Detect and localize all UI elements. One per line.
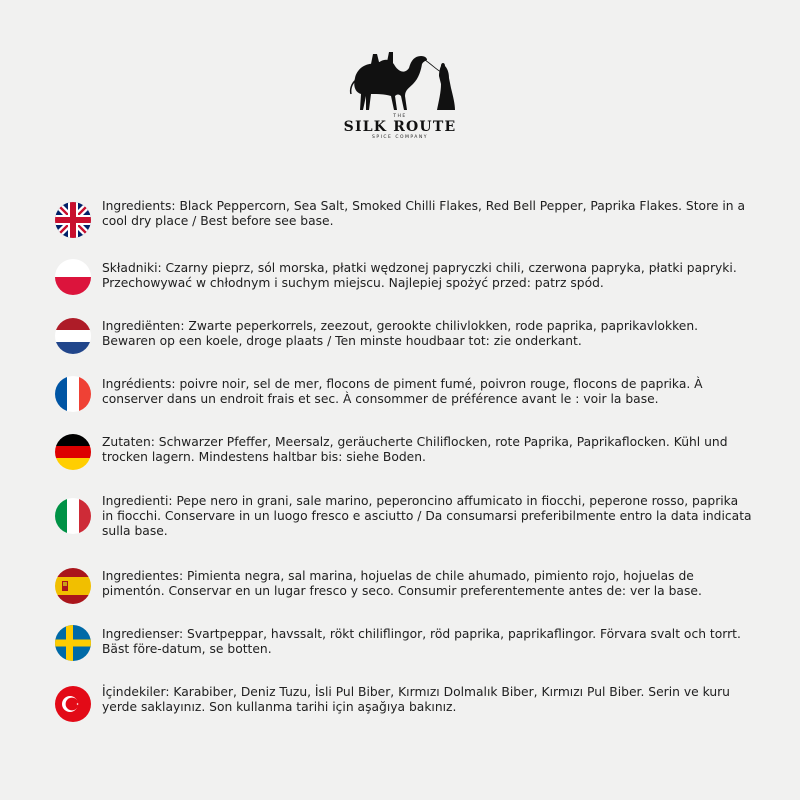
netherlands-flag-icon — [55, 318, 91, 354]
turkey-flag-icon — [55, 686, 91, 722]
ingredients-text-de: Zutaten: Schwarzer Pfeffer, Meersalz, geräucherte Chiliflocken, rote Paprika, Paprikaflocken. Kühl und trocken lagern. Mindestens haltbar bis: siehe Boden. — [102, 435, 728, 465]
ingredients-text-nl: Ingrediënten: Zwarte peperkorrels, zeezout, gerookte chilivlokken, rode paprika, paprikavlokken. Bewaren op een koele, droge plaats / Ten minste houdbaar tot: zie onderkant. — [102, 319, 699, 349]
germany-flag-icon — [55, 434, 91, 470]
france-flag-icon — [55, 376, 91, 412]
poland-flag-icon — [55, 259, 91, 295]
brand-top-small: THE — [393, 114, 407, 119]
ingredients-text-sv: Ingredienser: Svartpeppar, havssalt, rökt chiliflingor, röd paprika, paprikaflingor. Förvara svalt och torrt. Bäst före-datum, se botten. — [102, 627, 741, 657]
brand-sub-small: SPICE COMPANY — [372, 135, 428, 140]
brand-name: SILK ROUTE — [343, 119, 457, 135]
camel-and-traveller-icon — [341, 48, 459, 114]
spain-flag-icon — [55, 568, 91, 604]
brand-logo — [335, 48, 465, 160]
ingredients-text-es: Ingredientes: Pimienta negra, sal marina, hojuelas de chile ahumado, pimiento rojo, hojuelas de pimentón. Conservar en un lugar fresco y seco. Consumir preferentemente antes de: ver la base. — [102, 569, 702, 599]
ingredients-text-tr: İçindekiler: Karabiber, Deniz Tuzu, İsli Pul Biber, Kırmızı Dolmalık Biber, Kırmızı Pul Biber. Serin ve kuru yerde saklayınız. Son kullanma tarihi için aşağıya bakınız. — [102, 685, 730, 715]
ingredients-text-it: Ingredienti: Pepe nero in grani, sale marino, peperoncino affumicato in fiocchi, peperone rosso, paprika in fiocchi. Conservare in un luogo fresco e asciutto / Da consumarsi preferibilmente entro la data indicata sulla base. — [102, 494, 752, 539]
italy-flag-icon — [55, 498, 91, 534]
ingredients-text-fr: Ingrédients: poivre noir, sel de mer, flocons de piment fumé, poivron rouge, flocons de paprika. À conserver dans un endroit frais et sec. À consommer de préférence avant le : voir la base. — [102, 377, 703, 407]
sweden-flag-icon — [55, 625, 91, 661]
ingredients-text-pl: Składniki: Czarny pieprz, sól morska, płatki wędzonej papryczki chili, czerwona papryka, płatki papryki. Przechowywać w chłodnym i suchym miejscu. Najlepiej spożyć przed: patrz spód. — [102, 261, 737, 291]
ingredients-text-en: Ingredients: Black Peppercorn, Sea Salt, Smoked Chilli Flakes, Red Bell Pepper, Paprika Flakes. Store in a cool dry place / Best before see base. — [102, 199, 745, 229]
uk-flag-icon — [55, 202, 91, 238]
